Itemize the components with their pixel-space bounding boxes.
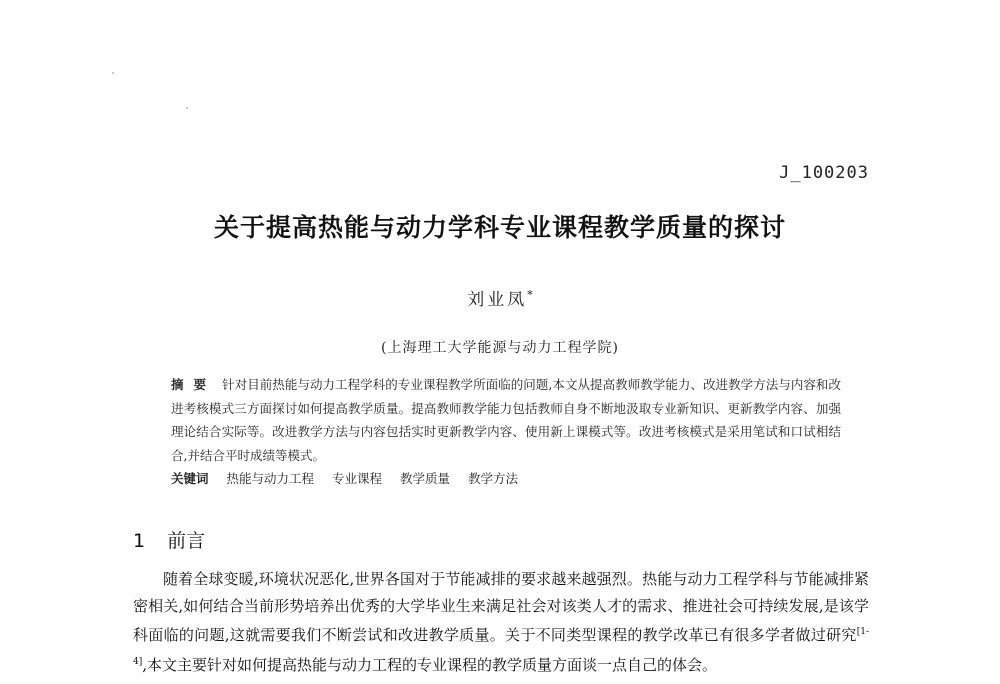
- keywords: [171, 467, 841, 490]
- scan-speck: [186, 107, 188, 109]
- section-title: 前言: [167, 530, 206, 552]
- document-id: J_100203: [779, 163, 869, 183]
- paper-title: 关于提高热能与动力学科专业课程教学质量的探讨: [213, 213, 786, 242]
- author-name: 刘业凤: [467, 290, 528, 310]
- keyword: 教学质量: [400, 471, 451, 486]
- section-number: 1: [133, 530, 146, 552]
- abstract-label: 摘要: [171, 377, 217, 392]
- keywords-label: 关键词: [171, 471, 209, 486]
- body-text-part1: 随着全球变暖,环境状况恶化,世界各国对于节能减排的要求越来越强烈。热能与动力工程学科与节能减排紧密相关,如何结合当前形势培养出优秀的大学毕业生来满足社会对该类人才的需求、推进社会可持续发展,是该学科面临的问题,这就需要我们不断尝试和改进教学质量。关于不同类型课程的教学改革已有很多学者做过研究: [133, 570, 869, 644]
- scan-speck: [112, 72, 114, 74]
- author-line: [0, 285, 1000, 310]
- abstract-text: 针对目前热能与动力工程学科的专业课程教学所面临的问题,本文从提高教师教学能力、改进教学方法与内容和改进考核模式三方面探讨如何提高教学质量。提高教师教学能力包括教师自身不断地汲取专业新知识、更新教学内容、加强理论结合实际等。改进教学方法与内容包括实时更新教学内容、使用新上课模式等。改进考核模式是采用笔试和口试相结合,并结合平时成绩等模式。: [171, 377, 841, 463]
- body-paragraph: [133, 566, 869, 678]
- section-heading: [133, 526, 205, 553]
- keyword: 专业课程: [332, 471, 383, 486]
- author-footnote-mark: *: [527, 288, 533, 302]
- keyword: 热能与动力工程: [226, 471, 315, 486]
- abstract: [171, 373, 841, 467]
- citation-ref: [1-4]: [133, 627, 869, 667]
- keyword: 教学方法: [468, 471, 519, 486]
- affiliation: (上海理工大学能源与动力工程学院): [381, 340, 619, 356]
- body-text-part2: ,本文主要针对如何提高热能与动力工程的专业课程的教学质量方面谈一点自己的体会。: [142, 655, 718, 674]
